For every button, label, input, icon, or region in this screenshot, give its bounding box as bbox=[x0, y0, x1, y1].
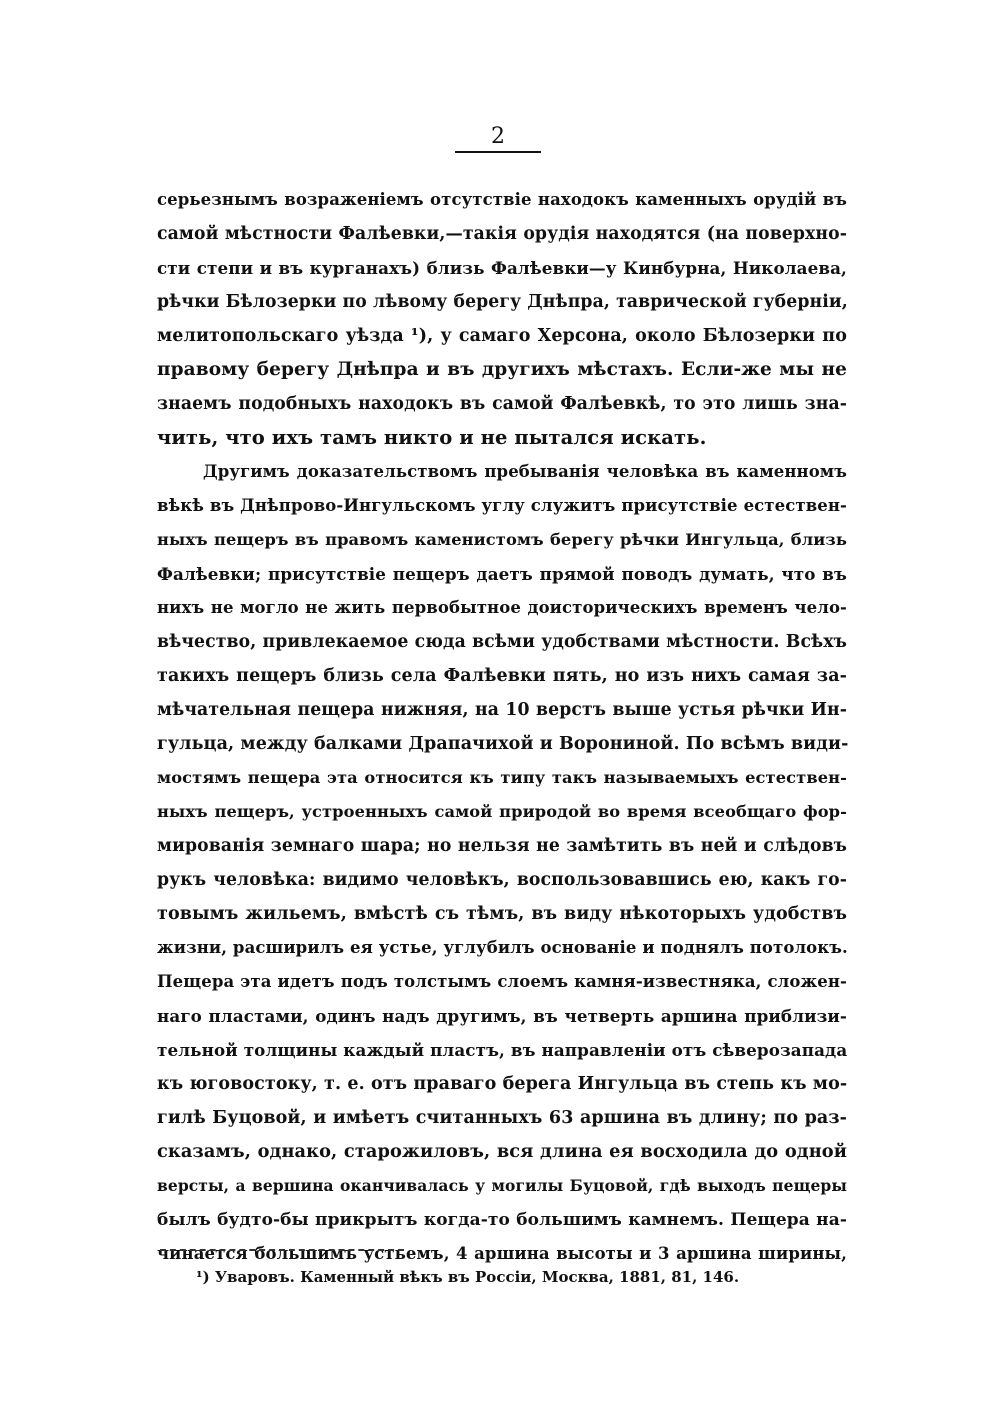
text-line: товымъ жильемъ, вмѣстѣ съ тѣмъ, въ виду нѣкоторыхъ удобствъ bbox=[157, 904, 847, 924]
text-line: Фалѣевки; присутствіе пещеръ даетъ прямой поводъ думать, что въ bbox=[157, 564, 847, 584]
text-line: мѣчательная пещера нижняя, на 10 верстъ выше устья рѣчки Ин- bbox=[157, 700, 847, 720]
text-line: тельной толщины каждый пластъ, въ направленіи отъ сѣверозапада bbox=[157, 1040, 848, 1060]
body-text bbox=[157, 183, 847, 1271]
text-line: ныхъ пещеръ въ правомъ каменистомъ берегу рѣчки Ингульца, близь bbox=[157, 530, 847, 549]
text-line: жизни, расширилъ ея устье, углубилъ основаніе и поднялъ потолокъ. bbox=[157, 938, 848, 957]
text-line: рукъ человѣка: видимо человѣкъ, воспользовавшись ею, какъ го- bbox=[157, 870, 847, 890]
text-line: къ юговостоку, т. е. отъ праваго берега Ингульца въ степь къ мо- bbox=[157, 1074, 848, 1094]
text-line: вѣчество, привлекаемое сюда всѣми удобствами мѣстности. Всѣхъ bbox=[157, 632, 847, 652]
text-line: самой мѣстности Фалѣевки,—такія орудія находятся (на поверхно- bbox=[157, 224, 847, 244]
text-line: Пещера эта идетъ подъ толстымъ слоемъ камня-известняка, сложен- bbox=[157, 972, 847, 991]
page-number-rule bbox=[455, 151, 541, 153]
footnote-separator bbox=[160, 1249, 404, 1251]
text-line: мированія земнаго шара; но нельзя не замѣтить въ ней и слѣдовъ bbox=[157, 836, 847, 856]
text-line: гульца, между балками Драпачихой и Ворониной. По всѣмъ види- bbox=[157, 734, 849, 754]
text-line: правому берегу Днѣпра и въ другихъ мѣстахъ. Если-же мы не bbox=[157, 359, 847, 380]
text-line: вѣкѣ въ Днѣпрово-Ингульскомъ углу служитъ присутствіе естествен- bbox=[157, 496, 847, 515]
text-line: былъ будто-бы прикрытъ когда-то большимъ камнемъ. Пещера на- bbox=[157, 1210, 847, 1230]
text-line: нихъ не могло не жить первобытное доисторическихъ временъ чело- bbox=[157, 598, 847, 617]
footnote: ¹) Уваровъ. Каменный вѣкъ въ Россіи, Москва, 1881, 81, 146. bbox=[196, 1268, 740, 1286]
text-line: наго пластами, одинъ надъ другимъ, въ четверть аршина приблизи- bbox=[157, 1006, 847, 1026]
text-line: серьезнымъ возраженіемъ отсутствіе находокъ каменныхъ орудій въ bbox=[157, 190, 847, 209]
text-line: ныхъ пещеръ, устроенныхъ самой природой во время всеобщаго фор- bbox=[157, 802, 847, 821]
text-line: сти степи и въ курганахъ) близь Фалѣевки—у Кинбурна, Николаева, bbox=[157, 258, 847, 278]
text-line: чить, что ихъ тамъ никто и не пытался искать. bbox=[157, 426, 707, 449]
text-line: рѣчки Бѣлозерки по лѣвому берегу Днѣпра, таврической губерніи, bbox=[157, 292, 848, 312]
text-line: знаемъ подобныхъ находокъ въ самой Фалѣевкѣ, то это лишь зна- bbox=[157, 394, 847, 414]
text-line: сказамъ, однако, старожиловъ, вся длина ея восходила до одной bbox=[157, 1141, 847, 1162]
text-line: мелитопольскаго уѣзда ¹), у самаго Херсона, около Бѣлозерки по bbox=[157, 326, 847, 346]
text-line: такихъ пещеръ близь села Фалѣевки пять, но изъ нихъ самая за- bbox=[157, 666, 847, 686]
text-line: мостямъ пещера эта относится къ типу такъ называемыхъ естествен- bbox=[157, 768, 847, 787]
paragraph-start-line: Другимъ доказательствомъ пребыванія человѣка въ каменномъ bbox=[203, 462, 847, 481]
text-line: версты, а вершина оканчивалась у могилы Буцовой, гдѣ выходъ пещеры bbox=[157, 1176, 847, 1195]
page-number: 2 bbox=[491, 124, 505, 149]
text-line: гилѣ Буцовой, и имѣетъ считанныхъ 63 аршина въ длину; по раз- bbox=[157, 1108, 847, 1128]
text-line: чинается большимъ устьемъ, 4 аршина высоты и 3 аршина ширины, bbox=[157, 1244, 847, 1263]
